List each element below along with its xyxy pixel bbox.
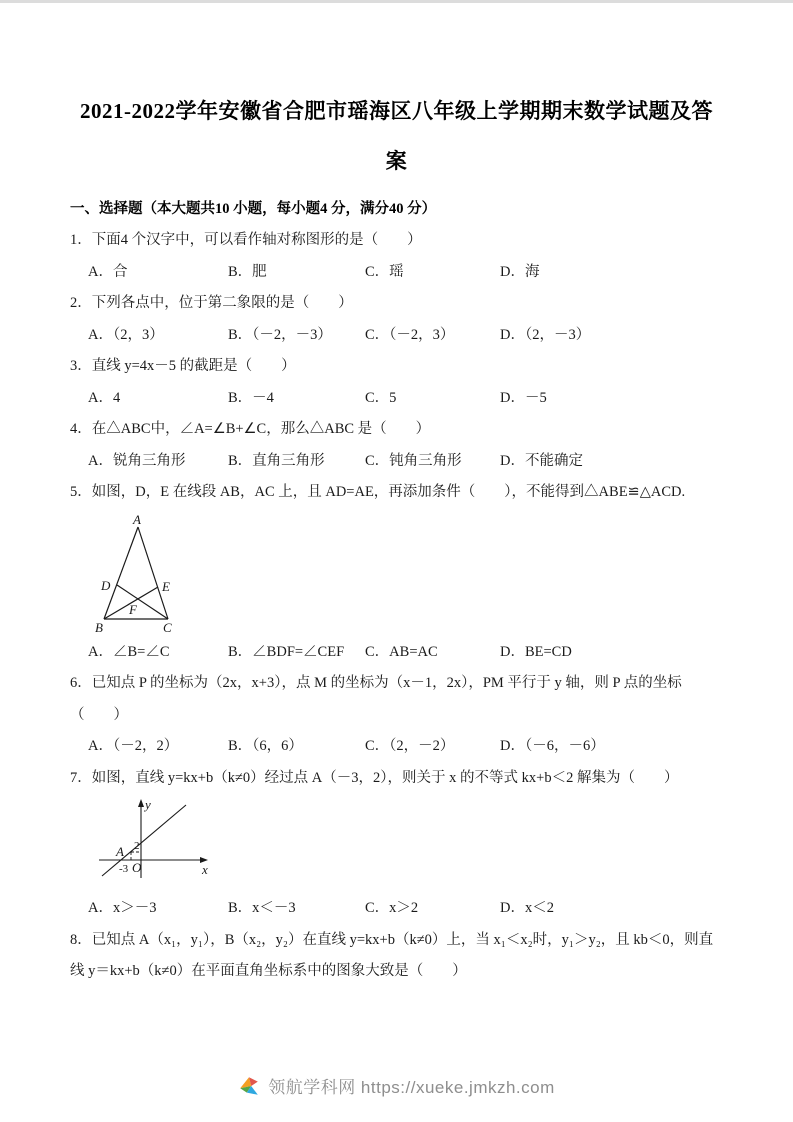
- document-title: [70, 86, 723, 186]
- question-6-option-a: A．（－2，2）: [88, 738, 179, 754]
- question-5-triangle-figure: [94, 513, 224, 635]
- question-2-option-d: D．（2，－3）: [500, 326, 591, 343]
- question-5-option-d: D．BE=CD: [500, 643, 572, 660]
- question-8-stem: 8．已知点 A（x₁，y₁），B（x₂，y₂）在直线 y=kx+b（k≠0）上，当 x₁＜x₂时，y₁＞y₂，且 kb＜0，则直线 y＝kx+b（k≠0）在平面直角坐标系中的图象大致是（ ）: [70, 931, 714, 979]
- figure5-label-A: A: [133, 512, 141, 527]
- question-1-option-b: B．肥: [228, 263, 267, 280]
- question-7-option-d: D．x＜2: [500, 900, 554, 916]
- y-axis-arrow: [138, 799, 144, 807]
- question-1-stem: 1．下面4 个汉字中，可以看作轴对称图形的是（ ）: [70, 232, 422, 248]
- figure7-label-x: x: [202, 862, 208, 877]
- question-3-option-d: D．－5: [500, 389, 547, 406]
- section-heading: 一、选择题（本大题共10 小题，每小题4 分，满分40 分）: [70, 201, 437, 217]
- question-2-option-c: C．（－2，3）: [365, 326, 455, 343]
- question-5-option-a: A．∠B=∠C: [88, 643, 170, 660]
- site-logo-icon: [238, 1075, 260, 1097]
- footer-text: 领航学科网 https://xueke.jmkzh.com: [268, 1078, 555, 1097]
- question-3-option-b: B．－4: [228, 389, 274, 406]
- question-1-option-d: D．海: [500, 263, 540, 280]
- figure5-label-E: E: [162, 578, 170, 594]
- figure7-label-xval: -3: [119, 863, 129, 875]
- question-7: [70, 763, 723, 925]
- title-line-1: 2021-2022学年安徽省合肥市瑶海区八年级上学期期末数学试题及答: [80, 99, 713, 123]
- question-7-option-c: C．x＞2: [365, 900, 419, 916]
- question-5-option-b: B．∠BDF=∠CEF: [228, 643, 345, 660]
- figure7-label-yval: 2: [134, 840, 140, 852]
- graph-line: [102, 805, 186, 876]
- question-2: [70, 288, 723, 351]
- question-2-options: [88, 320, 723, 352]
- question-1-options: [88, 257, 723, 289]
- figure7-label-A: A: [116, 844, 124, 859]
- segment-AC: [138, 527, 168, 619]
- footer-watermark: [0, 1073, 793, 1098]
- question-2-option-b: B．（－2，－3）: [228, 326, 332, 343]
- question-7-option-b: B．x＜－3: [228, 900, 296, 916]
- question-5: [70, 477, 723, 668]
- question-1-option-c: C．瑶: [365, 263, 404, 280]
- question-7-stem: 7．如图，直线 y=kx+b（k≠0）经过点 A（－3，2），则关于 x 的不等式 kx+b＜2 解集为（ ）: [70, 769, 679, 786]
- question-3-options: [88, 383, 723, 415]
- question-7-graph-figure: [94, 796, 214, 891]
- question-1-option-a: A．合: [88, 263, 128, 280]
- question-3: [70, 351, 723, 414]
- figure7-label-y: y: [145, 797, 151, 812]
- page-top-edge: [0, 0, 793, 3]
- question-8: [70, 925, 723, 988]
- question-1: [70, 225, 723, 288]
- question-2-option-a: A．（2，3）: [88, 326, 164, 343]
- question-2-stem: 2．下列各点中，位于第二象限的是（ ）: [70, 295, 353, 311]
- question-6-option-c: C．（2，－2）: [365, 738, 455, 754]
- question-7-option-a: A．x＞－3: [88, 900, 157, 916]
- question-6-stem: 6．已知点 P 的坐标为（2x，x+3），点 M 的坐标为（x－1，2x），PM 平行于 y 轴，则 P 点的坐标（ ）: [70, 675, 682, 723]
- question-5-option-c: C．AB=AC: [365, 643, 438, 660]
- figure5-label-D: D: [101, 577, 111, 593]
- question-4-option-c: C．钝角三角形: [365, 452, 462, 469]
- question-6-options: [88, 731, 723, 763]
- question-6: [70, 668, 723, 763]
- question-6-option-b: B．（6，6）: [228, 738, 303, 754]
- question-5-stem: 5．如图，D，E 在线段 AB，AC 上，且 AD=AE，再添加条件（ ），不能得到△ABE≌△ACD.: [70, 484, 686, 500]
- question-4-stem: 4．在△ABC中，∠A=∠B+∠C，那么△ABC 是（ ）: [70, 421, 431, 437]
- question-4-option-b: B．直角三角形: [228, 452, 325, 469]
- figure5-label-C: C: [163, 619, 172, 635]
- figure7-label-O: O: [132, 860, 142, 875]
- question-3-stem: 3．直线 y=4x－5 的截距是（ ）: [70, 358, 296, 374]
- question-4: [70, 414, 723, 477]
- question-4-option-a: A．锐角三角形: [88, 452, 186, 469]
- title-line-2: 案: [385, 149, 408, 173]
- question-3-option-a: A．4: [88, 389, 121, 406]
- question-7-options: [88, 893, 723, 925]
- question-4-option-d: D．不能确定: [500, 452, 583, 469]
- figure5-label-F: F: [129, 601, 137, 617]
- question-4-options: [88, 446, 723, 478]
- question-6-option-d: D．（－6，－6）: [500, 738, 605, 754]
- question-5-options: [88, 637, 723, 669]
- question-3-option-c: C．5: [365, 389, 397, 406]
- segment-DC: [117, 585, 168, 619]
- figure5-label-B: B: [95, 619, 103, 635]
